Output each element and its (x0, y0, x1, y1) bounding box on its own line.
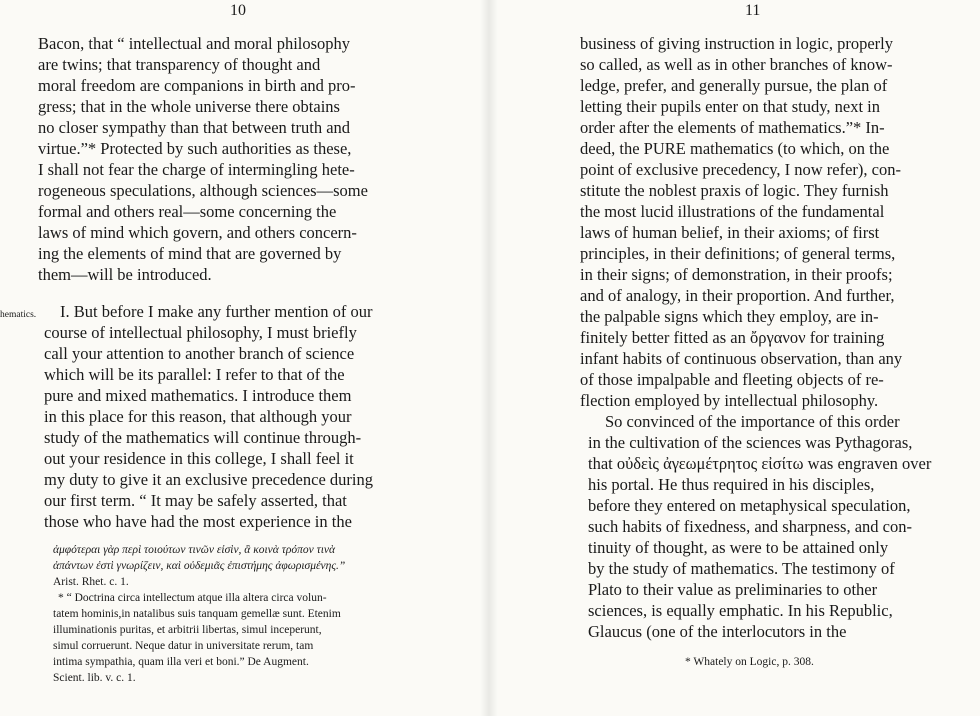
text-line: ing the elements of mind that are governed by (38, 244, 342, 263)
text-line: infant habits of continuous observation, than any (580, 349, 903, 368)
footnote-line: ἁπάντων ἐστὶ γνωρίζειν, καὶ οὐδεμιᾶς ἐπιστήμης ἀφωρισμένης.” (53, 560, 346, 572)
text-line: such habits of fixedness, and sharpness, and con- (588, 517, 912, 536)
text-line: which will be its parallel: I refer to that of the (44, 365, 345, 384)
footnote-line: * “ Doctrina circa intellectum atque illa altera circa volun- (58, 592, 327, 604)
text-line: them—will be introduced. (38, 265, 212, 284)
text-line: the most lucid illustrations of the fundamental (580, 202, 885, 221)
margin-note: hematics. (0, 310, 37, 320)
text-line: sciences, is equally emphatic. In his Republic, (588, 601, 893, 620)
page-number: 11 (745, 2, 761, 19)
text-line: order after the elements of mathematics.”* In- (580, 118, 885, 137)
text-line: call your attention to another branch of science (44, 344, 355, 363)
text-line: that οὐδεὶς ἀγεωμέτρητος εἰσίτω was engraven over (588, 454, 932, 473)
text-line: in their signs; of demonstration, in their proofs; (580, 265, 893, 284)
text-line: Bacon, that “ intellectual and moral philosophy (38, 34, 351, 53)
text-line: Glaucus (one of the interlocutors in the (588, 622, 847, 641)
text-line: out your residence in this college, I shall feel it (44, 449, 354, 468)
text-line: deed, the PURE mathematics (to which, on the (580, 139, 890, 158)
page-number: 10 (230, 2, 246, 19)
text-line: the palpable signs which they employ, are in- (580, 307, 879, 326)
text-line: point of exclusive precedency, I now refer), con- (580, 160, 901, 179)
text-line: virtue.”* Protected by such authorities as these, (38, 139, 352, 158)
footnote-line: ἀμφότεραι γὰρ περὶ τοιούτων τινῶν εἰσὶν, ἃ κοινὰ τρόπον τινὰ (53, 544, 336, 556)
text-line: ledge, prefer, and generally pursue, the plan of (580, 76, 888, 95)
text-line: pure and mixed mathematics. I introduce them (44, 386, 352, 405)
text-line: I. But before I make any further mention of our (60, 302, 373, 321)
footnote-line: simul corruerunt. Neque datur in universitate rerum, tam (53, 640, 314, 652)
text-line: before they entered on metaphysical speculation, (588, 496, 911, 515)
text-line: my duty to give it an exclusive precedence during (44, 470, 373, 489)
text-line: principles, in their definitions; of general terms, (580, 244, 896, 263)
text-line: formal and others real—some concerning the (38, 202, 337, 221)
text-line: I shall not fear the charge of intermingling hete- (38, 160, 355, 179)
text-line: those who have had the most experience in the (44, 512, 352, 531)
text-line: rogeneous speculations, although sciences—some (38, 181, 368, 200)
footnote-line: tatem hominis,in natalibus suis tanquam gemellæ sunt. Etenim (53, 608, 341, 620)
text-line: stitute the noblest praxis of logic. They furnish (580, 181, 889, 200)
text-line: by the study of mathematics. The testimony of (588, 559, 895, 578)
text-line: no closer sympathy than that between truth and (38, 118, 351, 137)
text-line: so called, as well as in other branches of know- (580, 55, 893, 74)
text-line: in this place for this reason, that although your (44, 407, 352, 426)
text-line: finitely better fitted as an ὄργανον for training (580, 328, 885, 347)
text-line: his portal. He thus required in his disciples, (588, 475, 875, 494)
text-line: our first term. “ It may be safely asserted, that (44, 491, 347, 510)
text-line: letting their pupils enter on that study, next in (580, 97, 881, 116)
text-line: are twins; that transparency of thought and (38, 55, 321, 74)
text-line: of those impalpable and fleeting objects of re- (580, 370, 884, 389)
book-gutter (480, 0, 498, 716)
text-line: flection employed by intellectual philosophy. (580, 391, 879, 410)
text-line: So convinced of the importance of this order (605, 412, 900, 431)
footnote-line: * Whately on Logic, p. 308. (685, 656, 814, 668)
footnote-line: intima sympathia, quam illa veri et boni.” De Augment. (53, 656, 309, 668)
text-line: tinuity of thought, as were to be attained only (588, 538, 889, 557)
text-line: study of the mathematics will continue through- (44, 428, 362, 447)
text-line: business of giving instruction in logic, properly (580, 34, 894, 53)
text-line: moral freedom are companions in birth and pro- (38, 76, 356, 95)
text-line: Plato to their value as preliminaries to other (588, 580, 878, 599)
text-line: in the cultivation of the sciences was Pythagoras, (588, 433, 913, 452)
text-line: gress; that in the whole universe there obtains (38, 97, 340, 116)
footnote-line: Arist. Rhet. c. 1. (53, 576, 129, 588)
footnote-line: Scient. lib. v. c. 1. (53, 672, 136, 684)
text-line: and of analogy, in their proportion. And further, (580, 286, 895, 305)
footnote-line: illuminationis puritas, et arbitrii libertas, simul inceperunt, (53, 624, 322, 636)
text-line: laws of mind which govern, and others concern- (38, 223, 357, 242)
text-line: course of intellectual philosophy, I must briefly (44, 323, 357, 342)
text-line: laws of human belief, in their axioms; of first (580, 223, 880, 242)
